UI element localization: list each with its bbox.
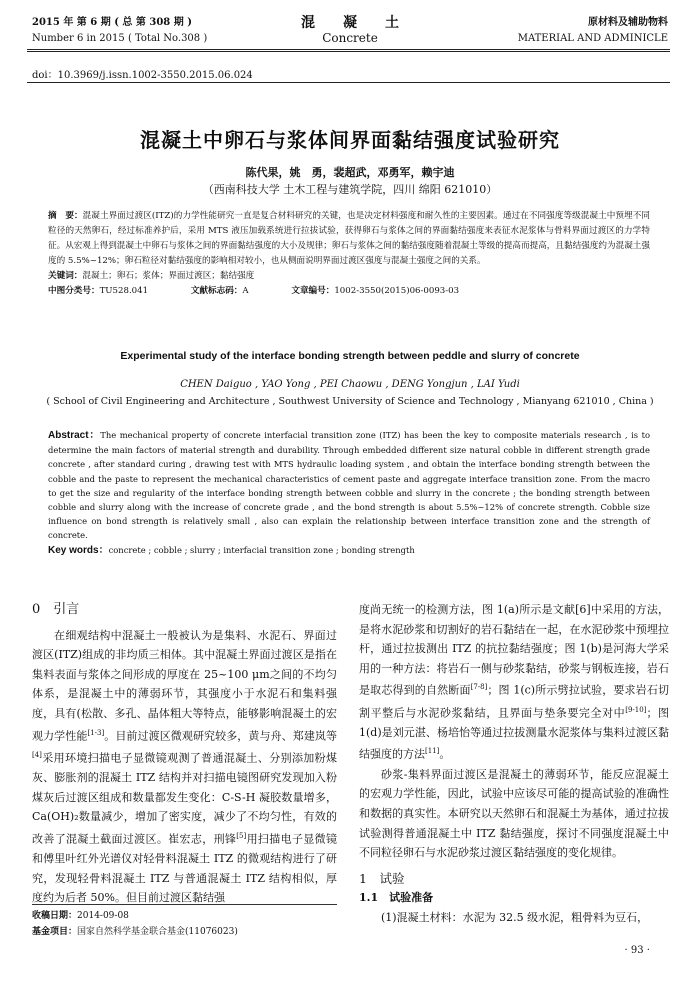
header-rule-2	[27, 51, 670, 52]
page-number: · 93 ·	[624, 945, 650, 956]
citation: [1-3]	[87, 728, 105, 737]
abstract-en-label: Abstract：	[48, 430, 101, 441]
affiliation-en: ( School of Civil Engineering and Architecture , Southwest University of Science and Technology , Mianyang 621010 , China )	[46, 396, 654, 407]
fund: 国家自然科学基金联合基金(11076023)	[77, 927, 238, 937]
abstract-cn-text: 混凝土界面过渡区(ITZ)的力学性能研究一直是复合材料研究的关键，也是决定材料强度和耐久性的主要因素。通过在不同强度等级混凝土中预埋不同粒径的天然卵石，经过标准养护后，采用 MTS 液压加载系统进行拉拔试验，获得卵石与浆体之间的界面黏结强度来表征水泥浆体与骨料界面过渡区的力学特征。从宏观上得到混凝土中卵石与浆体之间的界面黏结强度的大小及规律；卵石与浆体之间的黏结强度随着混凝土等级的提高而提高，且黏结强度约为混凝土强度的 5.5%~12%；卵石粒径对黏结强度的影响相对较小，也从侧面说明界面过渡区强度与混凝土强度之间的关系。	[48, 211, 650, 266]
footnote-rule	[32, 904, 337, 905]
journal-title-cn: 混 凝 土	[301, 15, 399, 31]
materials-paragraph: (1)混凝土材料：水泥为 32.5 级水泥，粗骨料为豆石，	[381, 910, 649, 924]
subsection-heading-prep: 1.1 试验准备	[359, 891, 434, 905]
right-text-2: ；图 1(c)所示劈拉试验，要求岩石切割平整后与水泥砂浆黏结，且界面与垫条要完全对中	[359, 684, 669, 720]
intro-text-2: 。目前过渡区微观研究较多，黄与舟、郑建岚等	[104, 729, 338, 743]
articleno-label: 文章编号：	[291, 286, 335, 296]
received-date: 2014-09-08	[77, 911, 129, 921]
section-cn: 原材料及辅助物料	[588, 17, 668, 28]
methods-paragraph	[359, 600, 669, 765]
clc: TU528.041	[99, 286, 149, 296]
keywords-cn-label: 关键词：	[48, 271, 83, 281]
doccode: A	[242, 286, 249, 296]
articleno: 1002-3550(2015)06-0093-03	[334, 286, 460, 296]
aim-paragraph: 砂浆-集料界面过渡区是混凝土的薄弱环节，能反应混凝土的宏观力学性能，因此，试验中应该尽可能的提高试验的准确性和数据的真实性。本研究以天然卵石和混凝土为基体，通过拉拔试验测得普通混凝土中 ITZ 黏结强度，探讨不同强度混凝土中不同粒径卵石与水泥砂浆过渡区黏结强度的变化规律。	[359, 767, 669, 860]
authors-cn: 陈代果，姚 勇，裴超武，邓勇军，赖宇迪	[245, 166, 455, 179]
intro-text-3: 采用环境扫描电子显微镜观测了普通混凝土、分别添加粉煤灰、膨胀剂的混凝土 ITZ 结构并对扫描电镜图研究发现加入粉煤灰后过渡区组成和数量都发生变化：C-S-H 凝胶数量增多，Ca(OH)₂数量减少，增加了密实度，减少了不均匀性，有效的改善了混凝土截面过渡区。崔宏志，刑锋	[32, 751, 337, 846]
abstract-en	[48, 428, 650, 558]
section-heading-test: 1 试验	[359, 870, 405, 886]
footnotes	[32, 908, 238, 940]
doi-rule	[27, 82, 670, 83]
citation: [7-8]	[470, 683, 488, 692]
issue-info-cn: 2015 年 第 6 期 ( 总 第 308 期 )	[32, 17, 192, 28]
journal-title-en: Concrete	[322, 31, 378, 45]
abstract-cn	[48, 209, 650, 299]
received-label: 收稿日期：	[32, 911, 78, 921]
citation: [11]	[425, 747, 440, 756]
issue-info-en: Number 6 in 2015 ( Total No.308 )	[32, 33, 208, 44]
authors-en: CHEN Daiguo , YAO Yong , PEI Chaowu , DENG Yongjun , LAI Yudi	[180, 379, 520, 390]
header-rule	[27, 49, 670, 50]
abstract-cn-label: 摘 要：	[48, 211, 83, 221]
keywords-cn: 混凝土；卵石；浆体；界面过渡区；黏结强度	[82, 271, 255, 281]
section-en: MATERIAL AND ADMINICLE	[517, 33, 668, 44]
citation: [5]	[236, 831, 247, 840]
abstract-en-text: The mechanical property of concrete interfacial transition zone (ITZ) has been the key to composite materials research , is to determine the main factors of material strength and durability. Through embedded different size natural cobble in different strength grade concrete , after standard curing , drawing test with MTS hydraulic loading system , and obtain the interface bonding strength between the cobble and the paste to represent the mechanical characteristics of cement paste and aggregate interface transition zone. From the macro to get the size and regularity of the interface bonding strength between cobble and slurry in the concrete ; the bonding strength between cobble and slurry along with the increase of concrete grade , and the bond strength is about 5.5%~12% of concrete strength. Cobble size influence on bond strength is relatively small , also can explain the relationship between interface transition zone and the strength of concrete.	[48, 430, 650, 541]
citation: [9-10]	[625, 705, 647, 714]
clc-label: 中图分类号：	[48, 286, 100, 296]
intro-text-1: 在细观结构中混凝土一般被认为是集料、水泥石、界面过渡区(ITZ)组成的非均质三相体。其中混凝土界面过渡区是指在集料表面与浆体之间形成的厚度在 25~100 μm之间的不均匀体系，是混凝土中的薄弱环节，其强度小于水泥石和集料强度，具有(松散、多孔、晶体粗大等特点，能够影响混凝土的宏观力学性能	[32, 628, 337, 743]
right-text-4: 。	[439, 748, 451, 762]
paper-title-en: Experimental study of the interface bonding strength between peddle and slurry of concrete	[120, 350, 580, 362]
section-heading-intro: 0 引言	[32, 602, 80, 617]
left-column	[32, 600, 337, 908]
right-column	[359, 600, 669, 927]
right-text-3: ；图 1(d)是刘元湛、杨培怡等通过拉拔测量水泥浆体与集料过渡区黏结强度的方法	[359, 706, 670, 762]
doccode-label: 文献标志码：	[190, 286, 243, 296]
keywords-en-label: Key words：	[48, 544, 109, 556]
paper-title-cn: 混凝土中卵石与浆体间界面黏结强度试验研究	[140, 128, 560, 152]
affiliation-cn: （西南科技大学 土木工程与建筑学院，四川 绵阳 621010）	[202, 183, 498, 196]
keywords-en: concrete ; cobble ; slurry ; interfacial transition zone ; bonding strength	[108, 544, 415, 555]
right-text-1: 度尚无统一的检测方法，图 1(a)所示是文献[6]中采用的方法，是将水泥砂浆和切割好的岩石黏结在一起，在水泥砂浆中预埋拉杆，通过拉拔测出 ITZ 的抗拉黏结强度；图 1(b)是河海大学采用的一种方法：将岩石一侧与砂浆黏结，砂浆与钢板连接，岩石是取芯得到的自然断面	[359, 603, 669, 698]
intro-paragraph	[32, 626, 337, 908]
doi: doi：10.3969/j.issn.1002-3550.2015.06.024	[32, 70, 253, 81]
fund-label: 基金项目：	[32, 927, 78, 937]
citation: [4]	[32, 750, 42, 759]
intro-text-4: 用扫描电子显微镜和傅里叶红外光谱仪对轻骨料混凝土 ITZ 的微观结构进行了研究，发现轻骨料混凝土 ITZ 与普通混凝土 ITZ 结构相似，厚度约为后者 50%。但目前过渡区黏结强	[32, 832, 338, 905]
